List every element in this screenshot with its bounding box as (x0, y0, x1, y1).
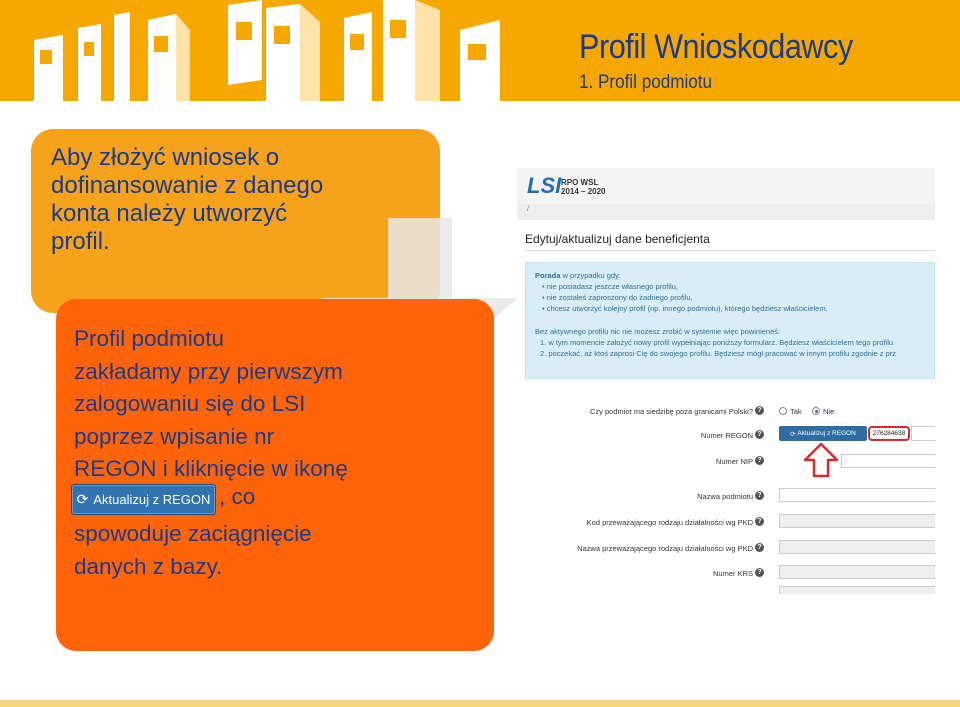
help-icon[interactable]: ? (755, 456, 764, 465)
page-heading: Edytuj/aktualizuj dane beneficjenta (525, 232, 710, 246)
bullet-text: nie posiadasz jeszcze własnego profilu, (546, 282, 679, 291)
refresh-icon: ⟳ (790, 430, 798, 438)
button-label: Aktualizuj z REGON (93, 492, 211, 507)
callout-line: zakładamy przy pierwszym (74, 358, 343, 384)
bullet-text: chcesz utworzyć kolejny profil (np. innego podmiotu), którego będziesz właścicielem. (546, 304, 828, 313)
refresh-icon: ⟳ (76, 491, 89, 507)
callout-line: danych z bazy. (74, 553, 223, 579)
slide-subtitle: 1. Profil podmiotu (579, 72, 713, 93)
bottom-accent-line (0, 700, 960, 707)
breadcrumb-text: / (527, 206, 529, 213)
divider (525, 250, 935, 251)
regon-button-label: Aktualizuj z REGON (797, 430, 856, 437)
info-bullet: • chcesz utworzyć kolejny profil (np. innego podmiotu), którego będziesz właścicielem. (542, 304, 828, 313)
info-step: 1. w tym momencie założyć nowy profil wypełniając poniższy formularz. Będziesz właścicielem tego profilu (540, 338, 894, 347)
callout-after-button-text: , co (219, 484, 256, 509)
porada-rest: w przypadku gdy: (560, 271, 621, 280)
label-nazwa: Nazwa podmiotu (697, 492, 753, 501)
breadcrumb (517, 204, 935, 220)
label-krs: Numer KRS (712, 569, 753, 578)
rpo-years: 2014 – 2020 (561, 187, 606, 196)
label-regon: Numer REGON (700, 431, 753, 440)
bullet-text: nie zostałeś zaproszony do żadnego profilu, (546, 293, 693, 302)
aktualizuj-z-regon-button[interactable] (779, 426, 867, 441)
label-abroad: Czy podmiot ma siedzibę poza granicami Polski? (590, 407, 753, 416)
label-tak: Tak (790, 407, 802, 416)
help-icon[interactable]: ? (755, 543, 764, 552)
next-field-partial (779, 586, 935, 594)
callout-line: REGON i kliknięcie w ikonę (74, 456, 348, 481)
help-icon[interactable]: ? (755, 517, 764, 526)
callout-line: Profil podmiotu (74, 326, 225, 351)
label-nie: Nie (823, 407, 835, 416)
nip-input[interactable] (841, 454, 935, 468)
help-icon[interactable]: ? (755, 568, 764, 577)
callout-line: spowoduje zaciągnięcie (74, 521, 312, 546)
label-nip: Numer NIP (715, 457, 753, 466)
porada-line (535, 271, 621, 280)
info-bullet: • nie posiadasz jeszcze własnego profilu, (542, 282, 679, 291)
label-pkd-kod: Kod przeważającego rodzaju działalności wg PKD (586, 518, 753, 527)
rpo-label (561, 178, 606, 196)
nazwa-input[interactable] (779, 488, 935, 502)
label-pkd-nazwa: Nazwa przeważającego rodzaju działalności wg PKD (577, 544, 753, 553)
slide-title: Profil Wnioskodawcy (579, 28, 853, 66)
porada-bold: Porada (535, 271, 561, 280)
radio-nie[interactable] (812, 407, 820, 415)
callout-line: zalogowaniu się do LSI (74, 391, 306, 416)
info-intro2: Bez aktywnego profilu nic nie możesz zrobić w systemie więc powinieneś: (535, 327, 781, 336)
top-banner (0, 0, 960, 101)
radio-tak[interactable] (779, 407, 787, 415)
help-icon[interactable]: ? (755, 430, 764, 439)
rpo-line: RPO WSL (561, 178, 599, 187)
lsi-screenshot (517, 158, 935, 594)
callout-top-text: Aby złożyć wniosek o dofinansowanie z danego konta należy utworzyć profil. (51, 144, 324, 255)
callout-main-text (74, 323, 404, 583)
krs-input (779, 565, 935, 579)
regon-input-rest[interactable] (911, 426, 935, 441)
regon-input-highlighted[interactable]: 276284638 (868, 426, 910, 441)
lsi-logo: LSI (527, 173, 562, 198)
info-bullet: • nie zostałeś zaproszony do żadnego profilu, (542, 293, 693, 302)
help-icon[interactable]: ? (755, 406, 764, 415)
callout-line: poprzez wpisanie nr (74, 423, 275, 449)
aktualizuj-regon-button-illustration (71, 484, 216, 515)
red-up-arrow (803, 442, 839, 478)
decorative-logo-shapes (0, 0, 560, 101)
help-icon[interactable]: ? (755, 491, 764, 500)
info-step: 2. poczekać, aż ktoś zaprosi Cię do swojego profilu. Będziesz mógł pracować w innym profilu zgodnie z prz (540, 349, 897, 358)
pkd-kod-input (779, 514, 935, 528)
pkd-nazwa-input (779, 540, 935, 554)
info-box (525, 262, 935, 379)
